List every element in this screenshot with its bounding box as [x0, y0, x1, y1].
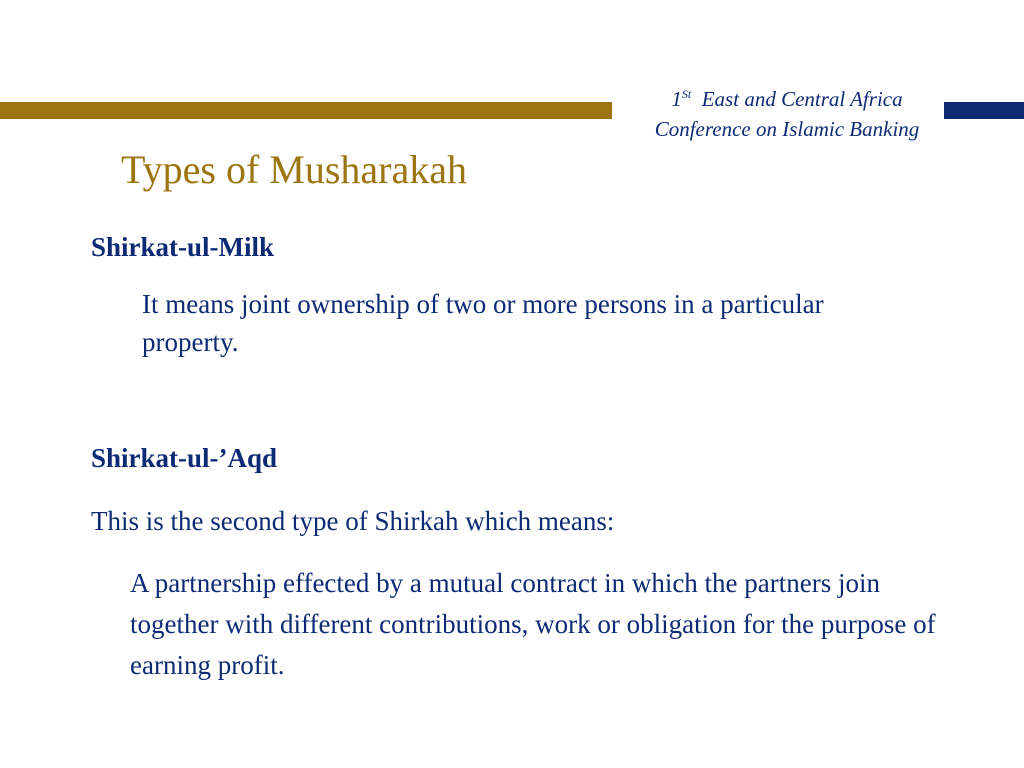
ordinal-suffix: St [681, 87, 692, 101]
section-heading-shirkat-ul-milk: Shirkat-ul-Milk [91, 232, 275, 262]
section-text-shirkat-ul-aqd: A partnership effected by a mutual contract in which the partners join together with different contributions, work or obligation for the purpose of earning profit. [130, 568, 936, 680]
slide-title: Types of Musharakah [121, 147, 467, 192]
section-intro-shirkat-ul-aqd: This is the second type of Shirkah which means: [91, 506, 615, 536]
conference-header-line1 [612, 84, 962, 114]
ordinal-number: 1 [671, 87, 682, 111]
section-heading-shirkat-ul-aqd: Shirkat-ul-’Aqd [91, 443, 278, 473]
conference-name-line2: Conference on Islamic Banking [654, 117, 920, 141]
conference-header [612, 84, 962, 144]
decorative-gold-bar [0, 102, 612, 119]
section-text-shirkat-ul-milk: It means joint ownership of two or more persons in a particular property. [142, 289, 824, 357]
conference-name-line1: East and Central Africa [701, 87, 903, 111]
